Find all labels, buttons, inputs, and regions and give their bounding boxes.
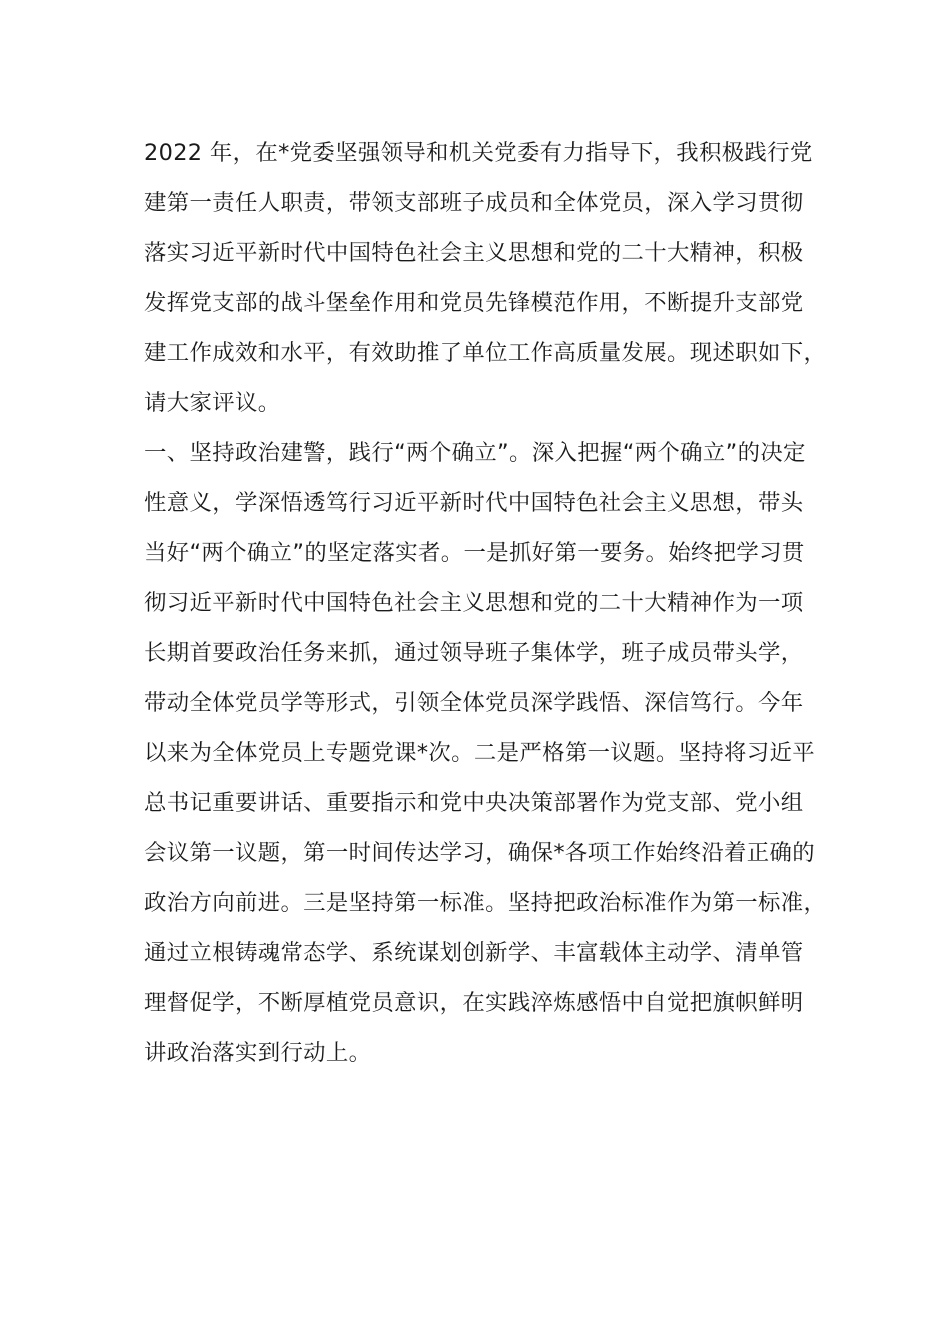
text-line: 建第一责任人职责，带领支部班子成员和全体党员，深入学习贯彻 <box>144 190 804 216</box>
text-line: 性意义，学深悟透笃行习近平新时代中国特色社会主义思想，带头 <box>144 490 804 516</box>
text-line: 会议第一议题，第一时间传达学习，确保*各项工作始终沿着正确的 <box>144 840 816 866</box>
text-line: 理督促学，不断厚植党员意识，在实践淬炼感悟中自觉把旗帜鲜明 <box>144 990 804 1016</box>
text-line: 2022 年，在*党委坚强领导和机关党委有力指导下，我积极践行党 <box>144 140 813 166</box>
text-line: 长期首要政治任务来抓，通过领导班子集体学，班子成员带头学， <box>144 640 804 666</box>
text-line: 落实习近平新时代中国特色社会主义思想和党的二十大精神，积极 <box>144 240 804 266</box>
text-line: 发挥党支部的战斗堡垒作用和党员先锋模范作用，不断提升支部党 <box>144 290 804 316</box>
text-line: 请大家评议。 <box>144 390 281 416</box>
text-line: 带动全体党员学等形式，引领全体党员深学践悟、深信笃行。今年 <box>144 690 804 716</box>
section-heading-line: 一、坚持政治建警，践行“两个确立”。深入把握“两个确立”的决定 <box>144 440 806 466</box>
text-line: 以来为全体党员上专题党课*次。二是严格第一议题。坚持将习近平 <box>144 740 816 766</box>
text-line: 彻习近平新时代中国特色社会主义思想和党的二十大精神作为一项 <box>144 590 804 616</box>
text-line: 讲政治落实到行动上。 <box>144 1040 372 1066</box>
text-line: 当好“两个确立”的坚定落实者。一是抓好第一要务。始终把学习贯 <box>144 540 805 566</box>
document-body <box>144 128 834 1078</box>
text-line: 建工作成效和水平，有效助推了单位工作高质量发展。现述职如下， <box>144 340 827 366</box>
text-line: 总书记重要讲话、重要指示和党中央决策部署作为党支部、党小组 <box>144 790 804 816</box>
text-line: 政治方向前进。三是坚持第一标准。坚持把政治标准作为第一标准， <box>144 890 827 916</box>
text-line: 通过立根铸魂常态学、系统谋划创新学、丰富载体主动学、清单管 <box>144 940 804 966</box>
